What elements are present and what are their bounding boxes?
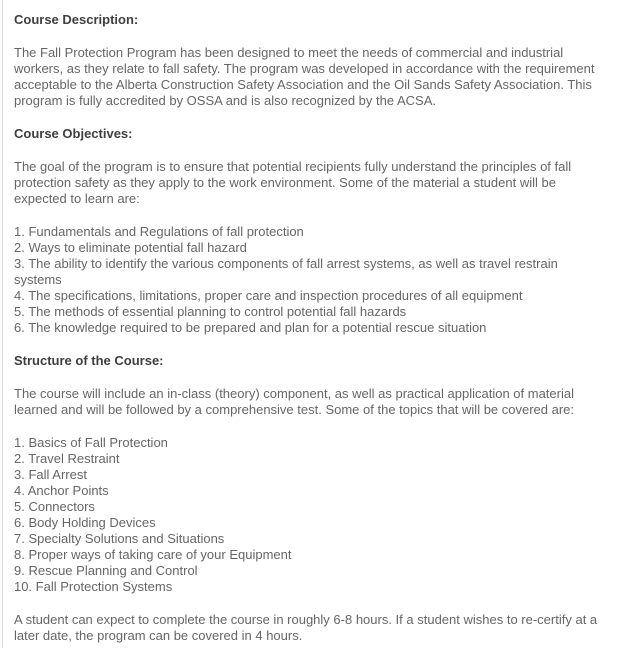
list-item: 2. Travel Restraint	[14, 451, 120, 466]
list-item: 6. Body Holding Devices	[14, 515, 156, 530]
course-structure-heading: Structure of the Course:	[14, 353, 164, 368]
list-item: 6. The knowledge required to be prepared and plan for a potential rescue situation	[14, 320, 487, 335]
list-item: 1. Basics of Fall Protection	[14, 435, 168, 450]
section-course-objectives	[14, 126, 605, 336]
section-course-duration	[14, 612, 605, 644]
course-info-page	[2, 0, 619, 648]
course-objectives-heading: Course Objectives:	[14, 126, 133, 141]
list-item: 4. Anchor Points	[14, 483, 109, 498]
list-item: 5. Connectors	[14, 499, 95, 514]
course-description-heading: Course Description:	[14, 12, 139, 27]
list-item: 9. Rescue Planning and Control	[14, 563, 198, 578]
list-item: 7. Specialty Solutions and Situations	[14, 531, 225, 546]
list-item: 4. The specifications, limitations, proper care and inspection procedures of all equipment	[14, 288, 523, 303]
section-course-description	[14, 12, 605, 109]
section-course-structure	[14, 353, 605, 595]
list-item: 3. Fall Arrest	[14, 467, 87, 482]
list-item: 3. The ability to identify the various components of fall arrest systems, as well as travel restrain systems	[14, 256, 558, 287]
list-item: 10. Fall Protection Systems	[14, 579, 173, 594]
list-item: 1. Fundamentals and Regulations of fall protection	[14, 224, 304, 239]
course-duration-text: A student can expect to complete the course in roughly 6-8 hours. If a student wishes to re-certify at a later date, the program can be covered in 4 hours.	[14, 612, 598, 643]
course-objectives-text: The goal of the program is to ensure that potential recipients fully understand the principles of fall protection safety as they apply to the work environment. Some of the material a student will be expected to learn are:	[14, 159, 572, 206]
course-structure-list	[14, 435, 605, 595]
list-item: 8. Proper ways of taking care of your Equipment	[14, 547, 292, 562]
course-structure-text: The course will include an in-class (theory) component, as well as practical application of material learned and will be followed by a comprehensive test. Some of the topics that will be covered are:	[14, 386, 575, 417]
list-item: 2. Ways to eliminate potential fall hazard	[14, 240, 247, 255]
course-description-text: The Fall Protection Program has been designed to meet the needs of commercial and industrial workers, as they relate to fall safety. The program was developed in accordance with the requirement acceptable to the Alberta Construction Safety Association and the Oil Sands Safety Association. This program is fully accredited by OSSA and is also recognized by the ACSA.	[14, 45, 595, 108]
list-item: 5. The methods of essential planning to control potential fall hazards	[14, 304, 407, 319]
course-objectives-list	[14, 224, 605, 336]
